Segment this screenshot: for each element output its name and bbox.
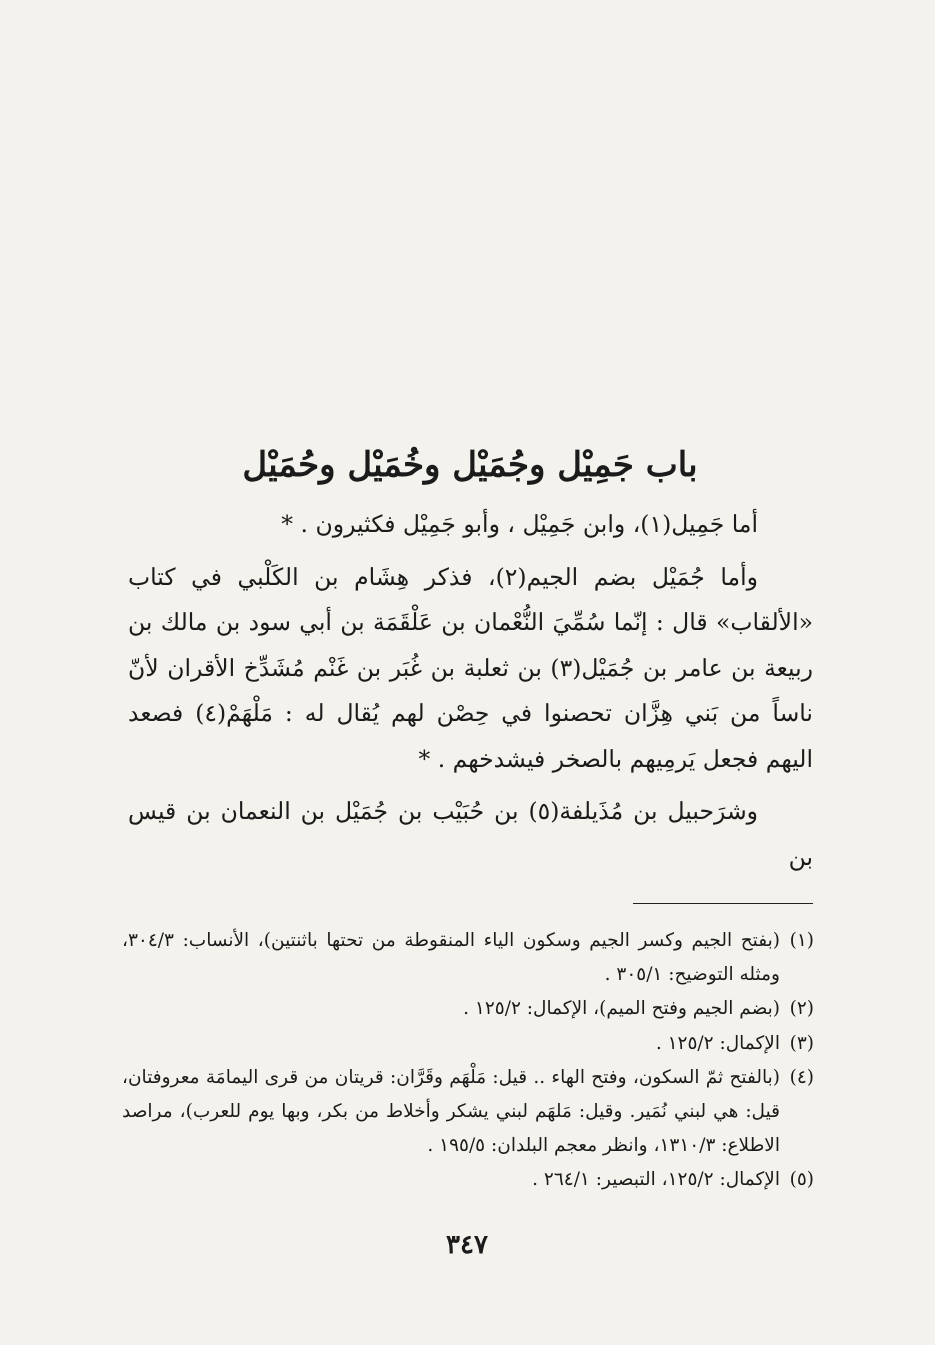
- paragraph: وشرَحبيل بن مُذَيلفة(٥) بن حُبَيْب بن جُمَيْل بن النعمان بن قيس بن: [128, 797, 813, 871]
- footnote-divider: [633, 903, 813, 904]
- footnote-text: (بالفتح ثمّ السكون، وفتح الهاء .. قيل: مَلْهَم وقَرَّان: قريتان من قرى اليمامَة معروفتان، قيل: هي لبني نُمَير. وقيل: مَلهَم لبني يشكر وأخلاط من بكر، وبها يوم للعرب)، مراصد الاطلاع: ١٣١٠/٣، وانظر معجم البلدان: ١٩٥/٥ .: [122, 1066, 780, 1157]
- page-number: ٣٤٧: [446, 1230, 488, 1260]
- footnote-number: (٣): [789, 1032, 814, 1054]
- chapter-title: باب جَمِيْل وجُمَيْل وخُمَيْل وحُمَيْل: [242, 445, 698, 485]
- footnote-number: (٤): [789, 1066, 814, 1088]
- paragraph: وأما جُمَيْل بضم الجيم(٢)، فذكر هِشَام بن الكَلْبي في كتاب «الألقاب» قال : إنّما سُمِّيَ النُّعْمان بن عَلْقَمَة بن أبي سود بن مالك بن ربيعة بن عامر بن جُمَيْل(٣) بن ثعلبة بن غُبَر بن غَنْم مُشَدِّخ الأقران لأنّ ناساً من بَني هِزَّان تحصنوا في حِصْن لهم يُقال له : مَلْهَمْ(٤) فصعد اليهم فجعل يَرمِيهم بالصخر فيشدخهم . *: [128, 562, 813, 773]
- footnote: [122, 1061, 814, 1164]
- footnote: [122, 924, 814, 992]
- footnote-number: (٥): [789, 1169, 814, 1191]
- footnotes: [122, 924, 814, 1198]
- footnote: [122, 1163, 814, 1197]
- main-text: [128, 502, 813, 880]
- footnote-text: (بضم الجيم وفتح الميم)، الإكمال: ١٢٥/٢ .: [463, 998, 780, 1020]
- footnote-text: (بفتح الجيم وكسر الجيم وسكون الياء المنقوطة من تحتها باثنتين)، الأنساب: ٣٠٤/٣، ومثله التوضيح: ٣٠٥/١ .: [122, 930, 780, 986]
- footnote-number: (٢): [789, 998, 814, 1020]
- footnote: [122, 992, 814, 1026]
- footnote-text: الإكمال: ١٢٥/٢ .: [655, 1032, 780, 1054]
- footnote-number: (١): [789, 930, 814, 951]
- paragraph: أما جَمِيل(١)، وابن جَمِيْل ، وأبو جَمِيْل فكثيرون . *: [281, 510, 758, 538]
- footnote: [122, 1027, 814, 1061]
- footnote-text: الإكمال: ١٢٥/٢، التبصير: ٢٦٤/١ .: [532, 1169, 780, 1191]
